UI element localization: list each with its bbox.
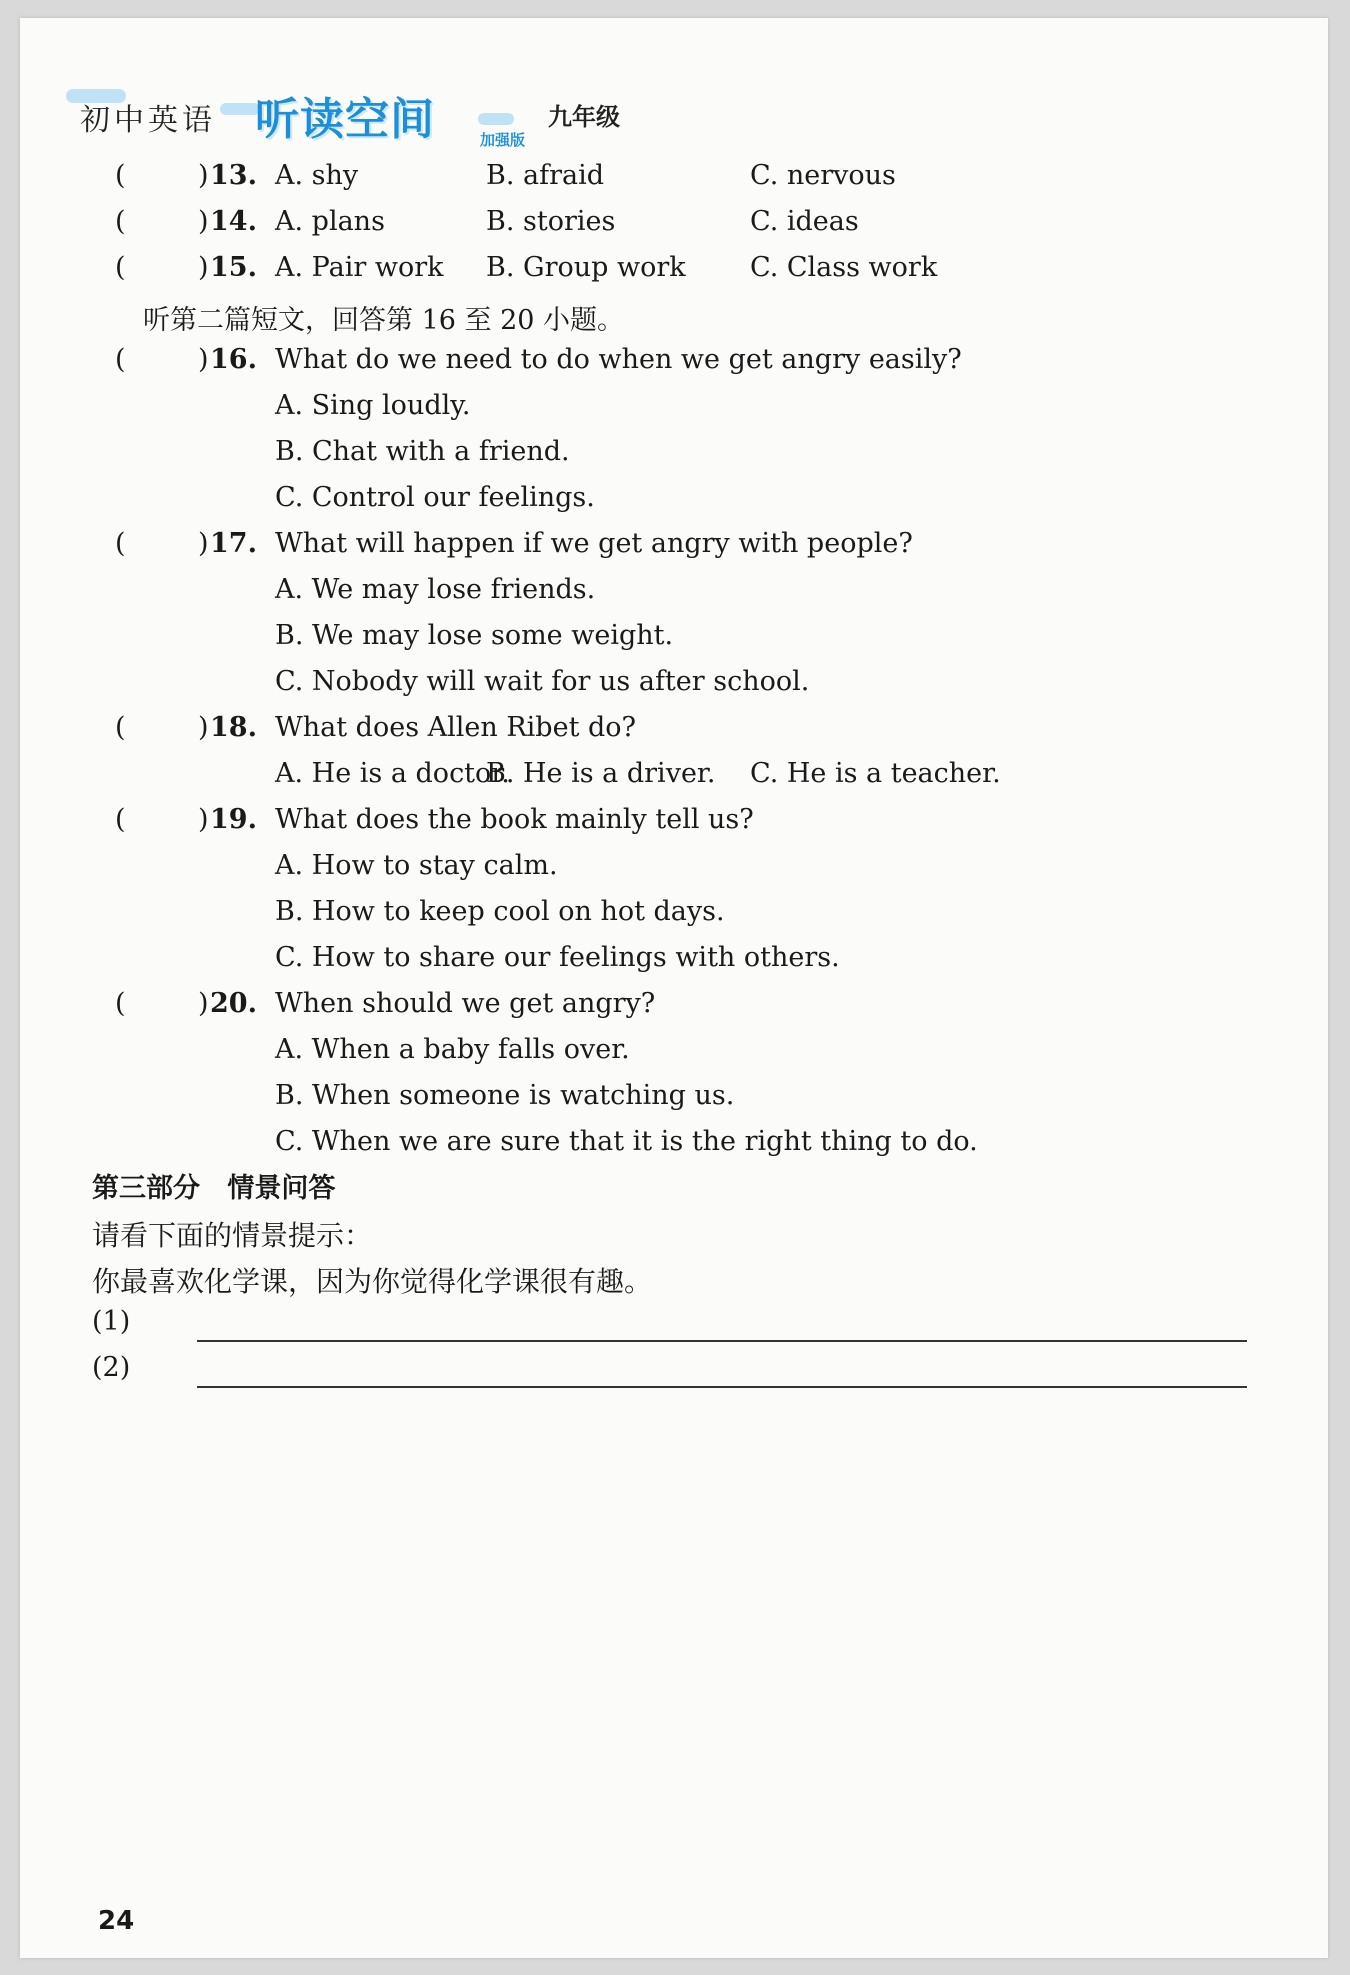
answer-paren-open: ( bbox=[115, 988, 126, 1019]
prompt-intro: 请看下面的情景提示： bbox=[92, 1219, 373, 1252]
option-c: C. Nobody will wait for us after school. bbox=[275, 666, 810, 697]
edition-label: 加强版 bbox=[480, 131, 526, 149]
answer-paren-close: ) bbox=[198, 344, 209, 375]
question-20 bbox=[20, 988, 1328, 1038]
option-c: C. Class work bbox=[750, 252, 938, 283]
answer-blank-2[interactable] bbox=[92, 1352, 1252, 1402]
option-a: A. Sing loudly. bbox=[275, 390, 471, 421]
option-b: B. When someone is watching us. bbox=[275, 1080, 735, 1111]
answer-paren-close: ) bbox=[198, 712, 209, 743]
answer-paren-close: ) bbox=[198, 988, 209, 1019]
option-b: B. We may lose some weight. bbox=[275, 620, 674, 651]
question-number: 20. bbox=[210, 988, 257, 1019]
option-c: C. ideas bbox=[750, 206, 859, 237]
question-number: 18. bbox=[210, 712, 257, 743]
option-c: C. When we are sure that it is the right thing to do. bbox=[275, 1126, 978, 1157]
answer-paren-open: ( bbox=[115, 252, 126, 283]
answer-line[interactable] bbox=[197, 1386, 1247, 1388]
option-b: B. He is a driver. bbox=[486, 758, 716, 789]
question-18 bbox=[20, 712, 1328, 762]
option-b: B. Chat with a friend. bbox=[275, 436, 570, 467]
question-text: What do we need to do when we get angry easily? bbox=[275, 344, 962, 375]
option-a: A. How to stay calm. bbox=[275, 850, 558, 881]
answer-paren-open: ( bbox=[115, 804, 126, 835]
question-number: 15. bbox=[210, 252, 257, 283]
question-number: 17. bbox=[210, 528, 257, 559]
question-17 bbox=[20, 528, 1328, 578]
answer-paren-close: ) bbox=[198, 160, 209, 191]
brand-logo-text: 听读空间 bbox=[255, 94, 435, 145]
blank-label: (1) bbox=[92, 1306, 131, 1337]
question-15 bbox=[20, 252, 1328, 302]
option-b: B. Group work bbox=[486, 252, 686, 283]
option-a: A. When a baby falls over. bbox=[275, 1034, 630, 1065]
question-16 bbox=[20, 344, 1328, 394]
option-c: C. nervous bbox=[750, 160, 896, 191]
question-text: What does Allen Ribet do? bbox=[275, 712, 637, 743]
blank-label: (2) bbox=[92, 1352, 131, 1383]
option-a: A. We may lose friends. bbox=[275, 574, 596, 605]
question-number: 13. bbox=[210, 160, 257, 191]
option-c: C. How to share our feelings with others. bbox=[275, 942, 840, 973]
section-title: 第三部分 情景问答 bbox=[92, 1173, 336, 1204]
option-a: A. He is a doctor. bbox=[275, 758, 510, 789]
question-number: 19. bbox=[210, 804, 257, 835]
option-b: B. stories bbox=[486, 206, 616, 237]
question-text: What does the book mainly tell us? bbox=[275, 804, 754, 835]
option-b: B. afraid bbox=[486, 160, 605, 191]
listening-instruction: 听第二篇短文，回答第 16 至 20 小题。 bbox=[143, 305, 625, 336]
workbook-page bbox=[20, 18, 1328, 1958]
question-text: What will happen if we get angry with people? bbox=[275, 528, 913, 559]
cloud-decoration bbox=[220, 103, 260, 115]
option-a: A. Pair work bbox=[275, 252, 444, 283]
answer-paren-open: ( bbox=[115, 712, 126, 743]
page-header bbox=[70, 73, 770, 153]
answer-paren-close: ) bbox=[198, 206, 209, 237]
question-number: 14. bbox=[210, 206, 257, 237]
question-19 bbox=[20, 804, 1328, 854]
answer-paren-open: ( bbox=[115, 206, 126, 237]
answer-paren-open: ( bbox=[115, 344, 126, 375]
page-number: 24 bbox=[98, 1906, 135, 1936]
option-c: C. Control our feelings. bbox=[275, 482, 595, 513]
answer-paren-close: ) bbox=[198, 252, 209, 283]
option-b: B. How to keep cool on hot days. bbox=[275, 896, 725, 927]
answer-paren-close: ) bbox=[198, 528, 209, 559]
question-number: 16. bbox=[210, 344, 257, 375]
subject-label: 初中英语 bbox=[80, 103, 216, 138]
question-text: When should we get angry? bbox=[275, 988, 656, 1019]
answer-paren-open: ( bbox=[115, 528, 126, 559]
answer-line[interactable] bbox=[197, 1340, 1247, 1342]
question-18-options bbox=[20, 758, 1328, 808]
answer-blank-1[interactable] bbox=[92, 1306, 1252, 1356]
question-14 bbox=[20, 206, 1328, 256]
option-a: A. plans bbox=[275, 206, 385, 237]
cloud-decoration bbox=[478, 113, 514, 125]
answer-paren-close: ) bbox=[198, 804, 209, 835]
answer-paren-open: ( bbox=[115, 160, 126, 191]
option-c: C. He is a teacher. bbox=[750, 758, 1001, 789]
scenario-prompt: 你最喜欢化学课，因为你觉得化学课很有趣。 bbox=[92, 1265, 653, 1298]
grade-label: 九年级 bbox=[548, 103, 620, 131]
question-13 bbox=[20, 160, 1328, 210]
option-a: A. shy bbox=[275, 160, 359, 191]
